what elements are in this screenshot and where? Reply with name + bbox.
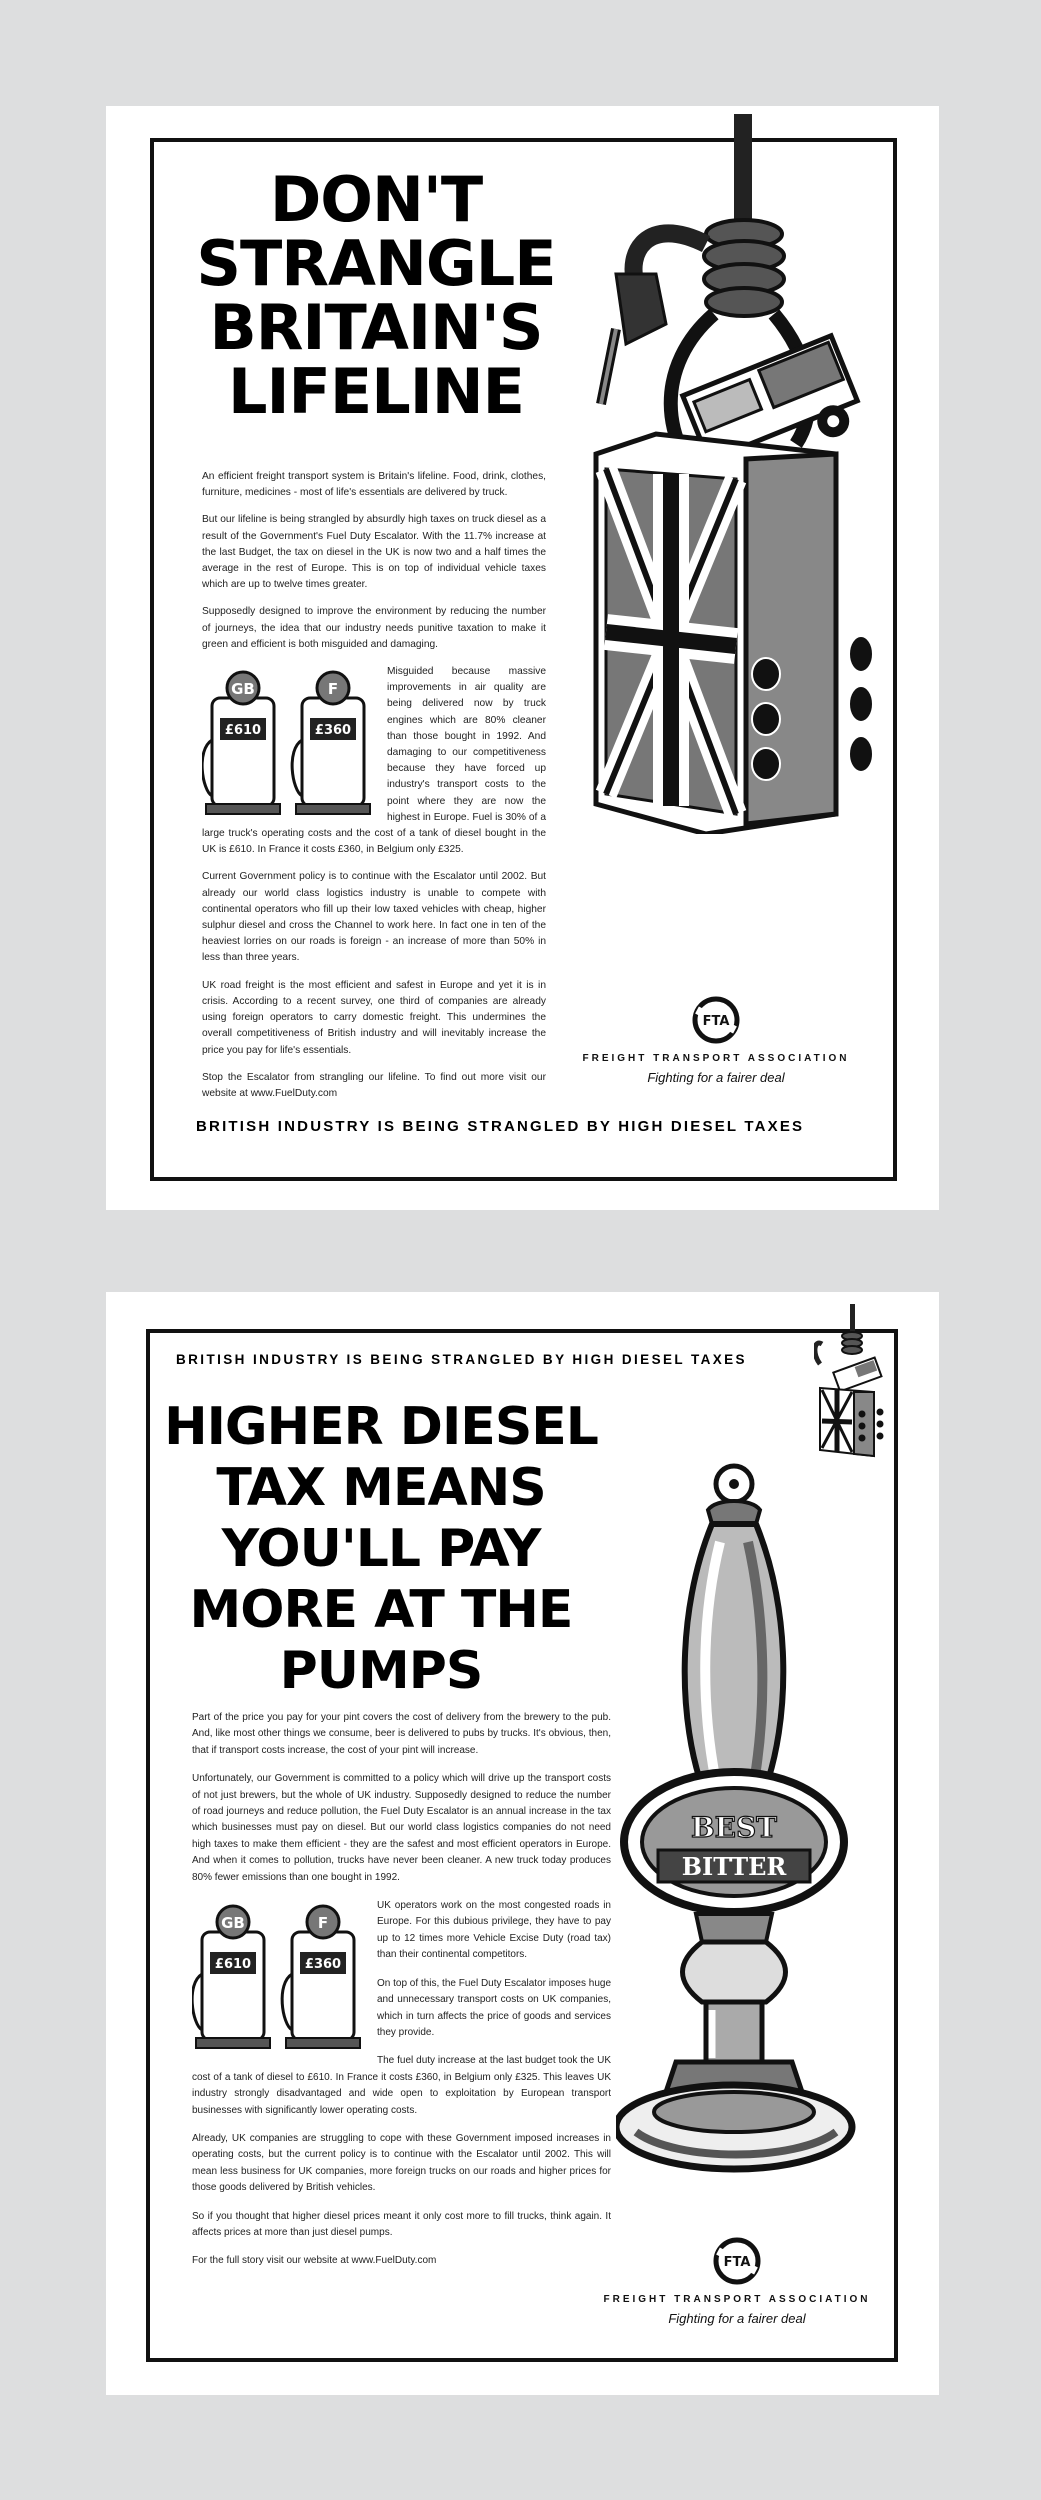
fuel-pump-france	[292, 672, 370, 814]
fta-name: FREIGHT TRANSPORT ASSOCIATION	[603, 2294, 871, 2305]
union-jack-icon	[606, 469, 736, 814]
body-paragraph: Stop the Escalator from strangling our lifeline. To find out more visit our website at www.FuelDuty.com	[202, 1071, 546, 1099]
beer-pump-illustration	[616, 1462, 876, 2192]
strapline: BRITISH INDUSTRY IS BEING STRANGLED BY HIGH DIESEL TAXES	[176, 1352, 747, 1367]
headline: HIGHER DIESEL TAX MEANS YOU'LL PAY MORE AT THE PUMPS	[164, 1397, 598, 1701]
fta-tagline: Fighting for a fairer deal	[668, 2311, 806, 2326]
fta-name: FREIGHT TRANSPORT ASSOCIATION	[582, 1053, 850, 1064]
fta-logo-block	[600, 2237, 874, 2326]
pump-country-label: GB	[221, 1914, 245, 1933]
advert-sheet-pumps	[106, 1292, 939, 2395]
badge-best-text: BEST	[690, 1811, 778, 1844]
pump-country-label: F	[327, 680, 339, 699]
fuel-pumps-illustration	[202, 670, 377, 820]
pump-country-label: F	[317, 1914, 329, 1933]
fta-logo-text: FTA	[723, 2255, 751, 2270]
fta-logo-icon	[712, 2237, 762, 2285]
body-paragraph: Already, UK companies are struggling to cope with these Government imposed increases in operating costs, but the current policy is to continue with the Escalator until 2002. This will mean less business for UK companies, more foreign trucks on our roads and higher prices for those goods delivered by British vehicles.	[192, 2132, 611, 2194]
strapline: BRITISH INDUSTRY IS BEING STRANGLED BY HIGH DIESEL TAXES	[196, 1118, 805, 1135]
small-noose-truck-illustration	[814, 1304, 894, 1464]
fta-logo-icon	[691, 996, 741, 1044]
body-paragraph: Current Government policy is to continue with the Escalator until 2002. But already our world class logistics industry is unable to compete with continental operators who fill up their low taxed vehicles with cheap, higher sulphur diesel and cross the Channel to work here. In fact one in ten of the heaviest lorries on our roads is foreign - an increase of more than 50% in less than three years.	[202, 871, 546, 964]
body-copy	[202, 469, 546, 1113]
body-paragraph: UK operators work on the most congested roads in Europe. For this dubious privilege, they have to pay up to 12 times more Vehicle Excise Duty (road tax) than their continental competitors.	[377, 1900, 611, 1961]
headline: DON'T STRANGLE BRITAIN'S LIFELINE	[196, 163, 556, 428]
pump-price-label: £360	[304, 1957, 342, 1973]
body-paragraph: The fuel duty increase at the last budget took the UK cost of a tank of diesel to £610. In France it costs £360, in Belgium only £325. This leaves UK industry strongly disadvantaged and wide open to exploitation by European transport businesses with significantly lower operating costs.	[192, 2055, 611, 2116]
pump-price-label: £610	[214, 1957, 252, 1973]
body-paragraph: Part of the price you pay for your pint covers the cost of delivery from the brewery to the pub. And, like most other things we consume, beer is delivered to pubs by trucks. It's obvious, then, that if transport costs increase, the cost of your pint will increase.	[192, 1712, 611, 1756]
fta-tagline: Fighting for a fairer deal	[647, 1070, 785, 1085]
body-paragraph: UK road freight is the most efficient and safest in Europe and yet it is in crisis. According to a recent survey, one third of companies are already using foreign operators to carry domestic freight. This undermines the overall competitiveness of British industry and will inevitably increase the price you pay for life's essentials.	[202, 979, 546, 1056]
body-paragraph: An efficient freight transport system is Britain's lifeline. Food, drink, clothes, furniture, medicines - most of life's essentials are delivered by truck.	[202, 471, 546, 499]
fuel-pump-gb	[192, 1906, 270, 2048]
advert-sheet-strangle	[106, 106, 939, 1210]
fuel-pump-france	[282, 1906, 360, 2048]
noose-truck-illustration	[586, 114, 896, 834]
body-paragraph: But our lifeline is being strangled by absurdly high taxes on truck diesel as a result of the Government's Fuel Duty Escalator. With the 11.7% increase at the last Budget, the tax on diesel in the UK is now two and a half times the average in the rest of Europe. This is on top of individual vehicle taxes which are up to twelve times greater.	[202, 514, 546, 591]
fuel-pump-gb	[202, 672, 280, 814]
body-paragraph: Supposedly designed to improve the environment by reducing the number of journeys, the idea that our industry needs punitive taxation to make it green and efficient is both misguided and damaging.	[202, 606, 546, 650]
fta-logo-block	[566, 996, 866, 1085]
body-paragraph: For the full story visit our website at www.FuelDuty.com	[192, 2255, 437, 2267]
pump-price-label: £610	[224, 723, 262, 739]
pump-price-label: £360	[314, 723, 352, 739]
fta-logo-text: FTA	[702, 1014, 730, 1029]
pump-country-label: GB	[231, 680, 255, 699]
body-paragraph: Unfortunately, our Government is committed to a policy which will drive up the transport costs of not just brewers, but the whole of UK industry. Supposedly designed to reduce the number of road journeys and reduce pollution, the Fuel Duty Escalator is an annual increase in the tax which businesses must pay on diesel. But our world class logistics companies do not need high taxes to make them efficient - they are the safest and most efficient operators in Europe. And when it comes to pollution, trucks have never been cleaner. A new truck today produces 80% fewer emissions than one bought in 1992.	[192, 1773, 611, 1883]
fuel-pumps-illustration	[192, 1904, 367, 2054]
body-paragraph: On top of this, the Fuel Duty Escalator imposes huge and unnecessary transport costs on UK companies, which in turn affects the price of goods and services they provide.	[377, 1977, 612, 2038]
body-copy	[192, 1710, 611, 2282]
badge-bitter-text: BITTER	[681, 1852, 787, 1881]
body-paragraph: So if you thought that higher diesel prices meant it only cost more to fill trucks, think again. It affects prices at more than just diesel pumps.	[192, 2210, 611, 2238]
body-paragraph: Misguided because massive improvements in air quality are being delivered now by truck engines which are 80% cleaner than those bought in 1992. And damaging to our competitiveness because they have forced up industry's transport costs to the point where they are now the highest in Europe. Fuel is 30% of a large truck's operating costs and the cost of a tank of diesel bought in the UK is £610. In France it costs £360, in Belgium only £325.	[202, 666, 546, 856]
